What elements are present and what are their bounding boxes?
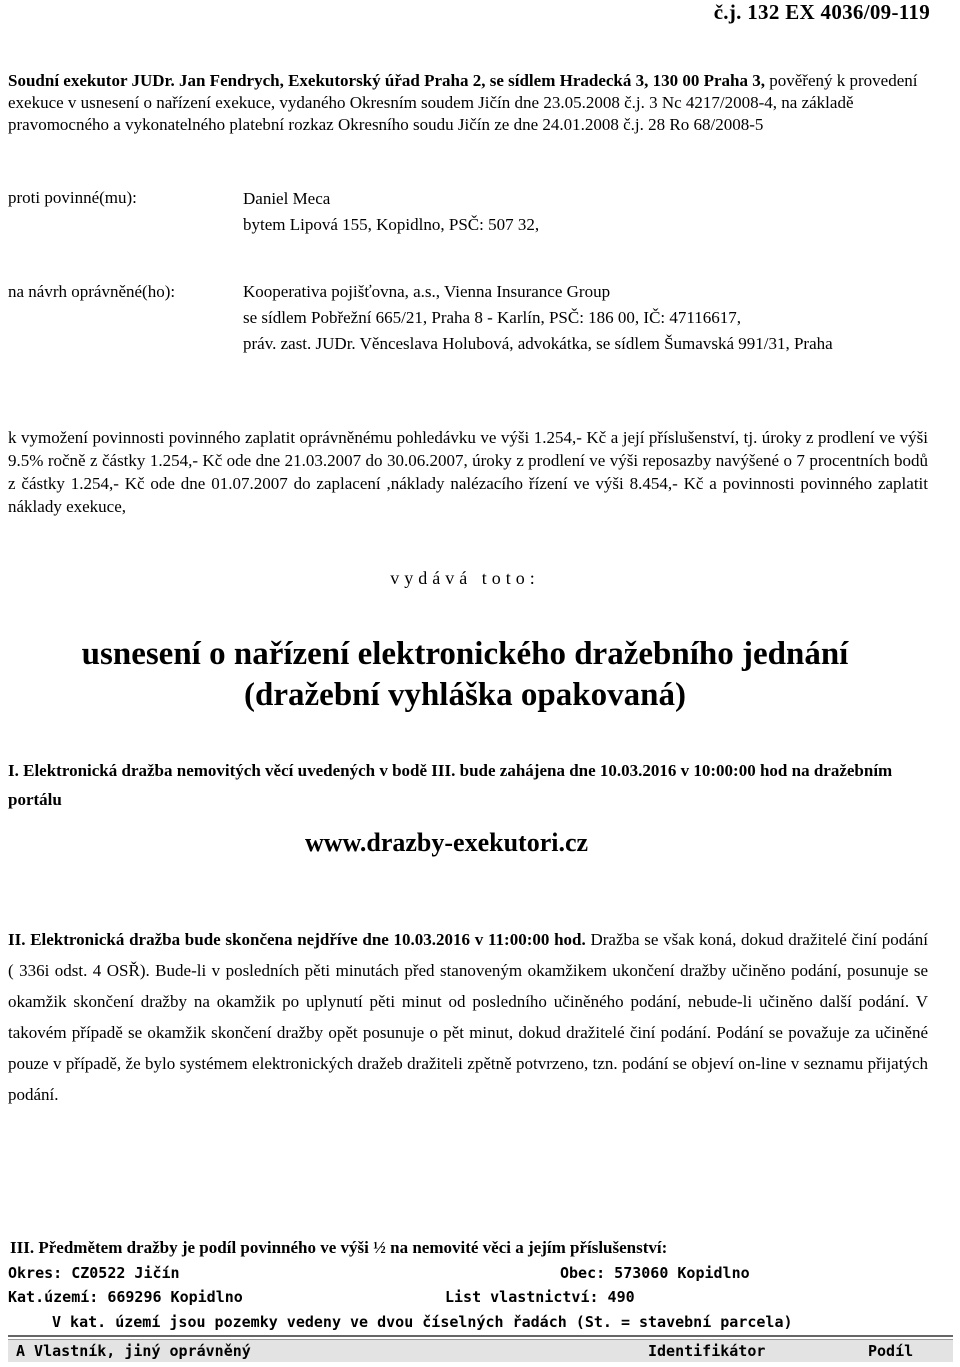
cadastre-lv: List vlastnictví: 490 xyxy=(445,1288,635,1306)
opravneny-label: na návrh oprávněné(ho): xyxy=(8,282,176,301)
authorization-text: pověřený k provedení exekuce v usnesení o nařízení exekuce, vydaného Okresním soudem Jičín dne 23.05.2008 č.j. 3 Nc 4217/2008-4, na základě pravomocného a vykonatelného platební rozkaz Okresního soudu Jičín ze dne 24.01.2008 č.j. 28 Ro 68/2008-5 xyxy=(8,71,918,134)
reference-number: č.j. 132 EX 4036/09-119 xyxy=(713,0,930,24)
portal-url[interactable]: www.drazby-exekutori.cz xyxy=(305,828,589,857)
povinny-label: proti povinné(mu): xyxy=(8,188,137,207)
cadastre-divider xyxy=(8,1335,953,1337)
povinny-name: Daniel Meca xyxy=(243,189,331,208)
cadastre-row-okres xyxy=(8,1262,953,1284)
cadastre-row-note xyxy=(8,1311,953,1333)
document-title xyxy=(0,634,930,716)
cadastre-note: V kat. území jsou pozemky vedeny ve dvou číselných řadách (St. = stavební parcela) xyxy=(52,1313,793,1331)
section-2-rules: Dražba se však koná, dokud dražitelé činí podání ( 336i odst. 4 OSŘ). Bude-li v posledních pěti minutách před stanoveným okamžikem ukončení dražby učiněno podání, posunuje se okamžik skončení dražby na okamžik po uplynutí pěti minut od posledního učiněného podání, nebude-li učiněno další podání. V takovém případě se okamžik skončení dražby opět posunuje o pět minut, dokud dražitelé činí podání. Podání se považuje za učiněné pouze v případě, že bylo systémem elektronických dražeb dražiteli zpětně potvrzeno, tzn. podání se objeví on-line v seznamu přijatých podání. xyxy=(8,930,928,1104)
title-line-2: (dražební vyhláška opakovaná) xyxy=(244,677,686,713)
cadastre-col-owner: A Vlastník, jiný oprávněný xyxy=(16,1342,251,1360)
cadastre-katuzemi: Kat.území: 669296 Kopidlno xyxy=(8,1288,243,1306)
cadastre-okres: Okres: CZ0522 Jičín xyxy=(8,1264,180,1282)
cadastre-excerpt xyxy=(8,1262,953,1367)
opravneny-name: Kooperativa pojišťovna, a.s., Vienna Insurance Group xyxy=(243,282,611,301)
cadastre-table-header xyxy=(8,1339,953,1362)
cadastre-obec: Obec: 573060 Kopidlno xyxy=(560,1264,750,1282)
section-2-paragraph xyxy=(8,924,928,1110)
cadastre-col-share: Podíl xyxy=(868,1342,914,1360)
section-1-text: I. Elektronická dražba nemovitých věcí uvedených v bodě III. bude zahájena dne 10.03.2016 v 10:00:00 hod na dražebním portálu xyxy=(8,761,893,809)
opravneny-representative: práv. zast. JUDr. Věnceslava Holubová, advokátka, se sídlem Šumavská 991/31, Praha xyxy=(243,334,833,353)
title-line-1: usnesení o nařízení elektronického dražebního jednání xyxy=(81,636,849,672)
opravneny-block xyxy=(243,279,833,357)
opravneny-address: se sídlem Pobřežní 665/21, Praha 8 - Karlín, PSČ: 186 00, IČ: 47116617, xyxy=(243,308,742,327)
section-2-end-date: II. Elektronická dražba bude skončena nejdříve dne 10.03.2016 v 11:00:00 hod. xyxy=(8,930,586,949)
vydava-toto: vydává toto: xyxy=(390,568,540,588)
claim-paragraph: k vymožení povinnosti povinného zaplatit oprávněnému pohledávku ve výši 1.254,- Kč a její příslušenství, tj. úroky z prodlení ve výši 9.5% ročně z částky 1.254,- Kč ode dne 21.03.2007 do 30.06.2007, úroky z prodlení ve výši reposazby navýšené o 7 procentních bodů z částky 1.254,- Kč ode dne 01.07.2007 do zaplacení ,náklady nalézacího řízení ve výši 8.454,- Kč a povinnosti povinného zaplatit náklady exekuce, xyxy=(8,428,928,516)
povinny-address: bytem Lipová 155, Kopidlno, PSČ: 507 32, xyxy=(243,215,540,234)
povinny-block xyxy=(243,186,539,238)
intro-paragraph xyxy=(8,70,948,136)
section-3-title: III. Předmětem dražby je podíl povinného ve výši ½ na nemovité věci a jejím příslušenství: xyxy=(10,1238,668,1257)
cadastre-row-katuzemi xyxy=(8,1286,953,1308)
executor-identification: Soudní exekutor JUDr. Jan Fendrych, Exekutorský úřad Praha 2, se sídlem Hradecká 3, 130 00 Praha 3, xyxy=(8,71,766,90)
cadastre-col-id: Identifikátor xyxy=(648,1342,766,1360)
